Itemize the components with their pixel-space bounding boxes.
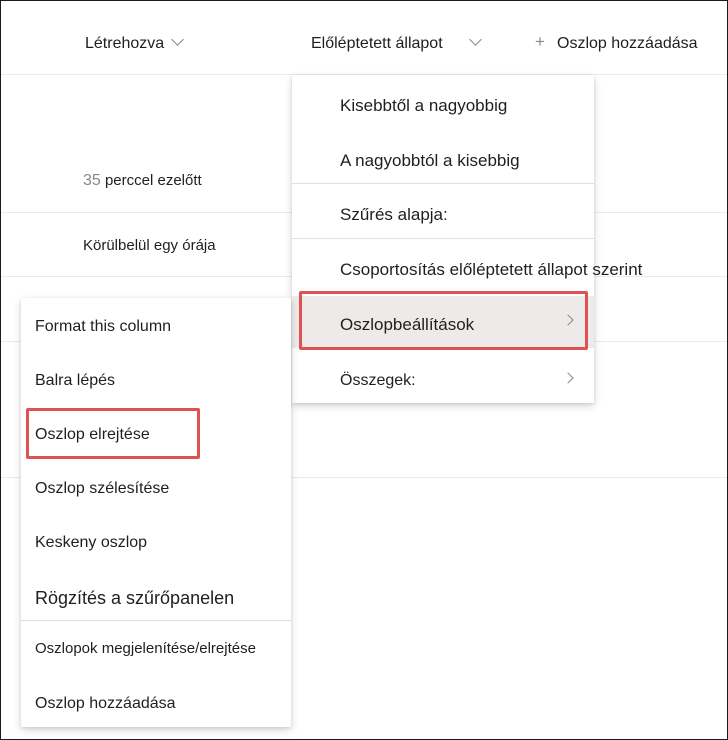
menu-item-totals[interactable] xyxy=(292,351,594,403)
menu-item-label: Oszlop elrejtése xyxy=(35,426,150,443)
table-row-created-cell xyxy=(83,237,216,254)
menu-item-filter-by[interactable] xyxy=(292,184,594,238)
add-column-header-button[interactable] xyxy=(535,32,698,53)
chevron-down-icon[interactable] xyxy=(469,33,482,46)
table-row-created-cell xyxy=(83,172,202,190)
menu-item-label: Oszlopok megjelenítése/elrejtése xyxy=(35,640,256,657)
created-text: Körülbelül egy órája xyxy=(83,237,216,254)
menu-item-group-by[interactable] xyxy=(292,239,643,293)
column-settings-submenu xyxy=(21,298,291,727)
menu-item-label: Kisebbtől a nagyobbig xyxy=(340,96,508,115)
menu-item-show-hide-columns[interactable] xyxy=(21,621,291,673)
menu-item-label: Format this column xyxy=(35,318,172,335)
column-header-created[interactable] xyxy=(85,35,164,53)
menu-item-sort-descending[interactable] xyxy=(292,131,594,183)
column-header-promoted-state-label: Előléptetett állapot xyxy=(311,35,443,52)
chevron-right-icon xyxy=(562,314,573,325)
column-header-created-label: Létrehozva xyxy=(85,35,165,52)
menu-item-label: Oszlopbeállítások xyxy=(340,315,475,334)
menu-item-label: Balra lépés xyxy=(35,372,116,389)
menu-item-pin-filter-pane[interactable] xyxy=(21,568,291,622)
column-header-promoted-state[interactable] xyxy=(311,35,443,53)
menu-item-column-settings[interactable] xyxy=(292,296,594,348)
menu-item-label: Csoportosítás előléptetett állapot szerint xyxy=(340,260,643,279)
menu-item-label: Oszlop szélesítése xyxy=(35,480,170,497)
menu-item-hide-column[interactable] xyxy=(21,406,291,460)
plus-icon: + xyxy=(535,32,545,51)
created-text: perccel ezelőtt xyxy=(104,172,202,189)
menu-item-widen-column[interactable] xyxy=(21,460,291,514)
menu-item-label: A nagyobbtól a kisebbig xyxy=(340,151,520,170)
menu-item-label: Szűrés alapja: xyxy=(340,205,448,224)
column-context-menu xyxy=(292,75,643,403)
menu-item-narrow-column[interactable] xyxy=(21,514,291,568)
menu-item-add-column[interactable] xyxy=(21,673,291,727)
menu-item-label: Oszlop hozzáadása xyxy=(35,695,176,712)
menu-item-sort-ascending[interactable] xyxy=(292,75,594,131)
created-number: 35 xyxy=(83,172,101,189)
chevron-right-icon xyxy=(562,372,573,383)
chevron-down-icon[interactable] xyxy=(171,33,184,46)
list-header-row xyxy=(1,1,728,75)
menu-item-format-column[interactable] xyxy=(21,298,291,352)
menu-item-label: Összegek: xyxy=(340,372,416,389)
menu-item-label: Rögzítés a szűrőpanelen xyxy=(35,588,235,608)
menu-item-label: Keskeny oszlop xyxy=(35,534,148,551)
menu-item-move-left[interactable] xyxy=(21,352,291,406)
add-column-header-label: Oszlop hozzáadása xyxy=(557,35,698,52)
